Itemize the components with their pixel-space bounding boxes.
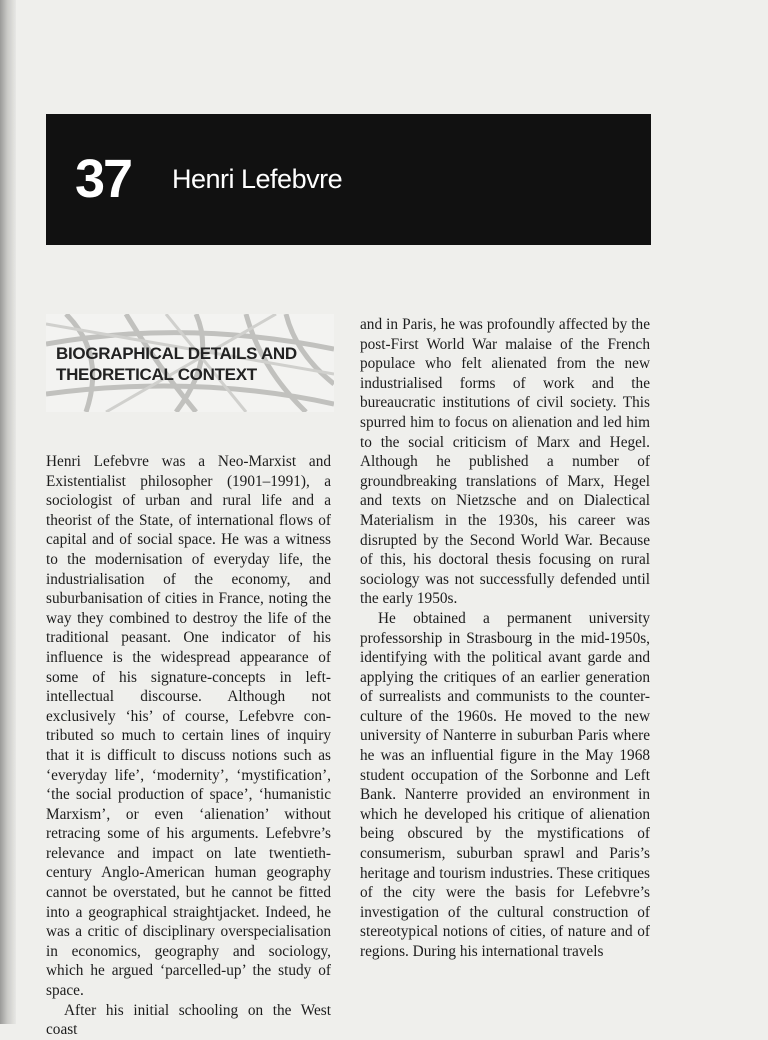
page-binding-shadow (0, 0, 16, 1024)
body-paragraph-1: Henri Lefebvre was a Neo-Marxist and Existentialist philosopher (1901–1991), a sociologist of urban and rural life and a theorist of the State, of international flows of capital and of social space. He was a witness to the modernisation of everyday life, the industrialisation of the economy, and suburbanisation of cities in France, noting the way they combined to destroy the life of the traditional peasant. One indicator of his influence is the widespread appearance of some of his signature-concepts in left-intellectual discourse. Although not exclusively ‘his’ of course, Lefebvre contributed so much to certain lines of inquiry that it is difficult to discuss notions such as ‘everyday life’, ‘modernity’, ‘mystification’, ‘the social production of space’, ‘humanistic Marxism’, or even ‘alienation’ without retracing some of his arguments. Lefebvre’s relevance and impact on late twentieth-century Anglo-American human geography cannot be overstated, but he cannot be fitted into a geographical straightjacket. Indeed, he was a critic of disciplinary overspecialisation in economics, geography and sociology, which he argued ‘parcelled-up’ the study of space. (46, 453, 331, 1000)
body-paragraph-2-start: After his initial schooling on the West coast (46, 1001, 331, 1039)
chapter-number: 37 (75, 149, 132, 209)
section-heading-line-1: BIOGRAPHICAL DETAILS AND (56, 344, 297, 363)
section-heading-banner (46, 314, 334, 412)
body-paragraph-3: He obtained a permanent university professorship in Strasbourg in the mid-1950s, identifying with the political avant garde and applying the critiques of an earlier generation of surrealists and communists to the counter-culture of the 1960s. He moved to the new university of Nanterre in suburban Paris where he was an influential figure in the May 1968 student occupation of the Sorbonne and Left Bank. Nanterre provided an environment in which he developed his critique of alienation being obscured by the mystifications of consumerism, suburban sprawl and Paris’s heritage and tourism industries. These critiques of the city were the basis for Lefebvre’s investigation of the cultural construction of stereotypical notions of cities, of nature and of regions. During his international travels (360, 609, 650, 960)
left-text-column (46, 452, 331, 1040)
right-text-column (360, 315, 650, 962)
chapter-header-band (46, 114, 651, 245)
section-heading (56, 343, 328, 385)
body-paragraph-2-continued: and in Paris, he was profoundly affected by the post-First World War malaise of the French populace who felt alienated from the new industrialised forms of work and the bureaucratic institutions of civil society. This spurred him to focus on alienation and led him to the social criticism of Marx and Hegel. Although he published a number of groundbreaking translations of Marx, Hegel and texts on Nietzsche and on Dialectical Materialism in the 1930s, his career was disrupted by the Second World War. Because of this, his doctoral thesis focusing on rural sociology was not successfully defended until the early 1950s. (360, 316, 650, 608)
section-heading-line-2: THEORETICAL CONTEXT (56, 365, 257, 384)
chapter-title: Henri Lefebvre (172, 164, 343, 194)
